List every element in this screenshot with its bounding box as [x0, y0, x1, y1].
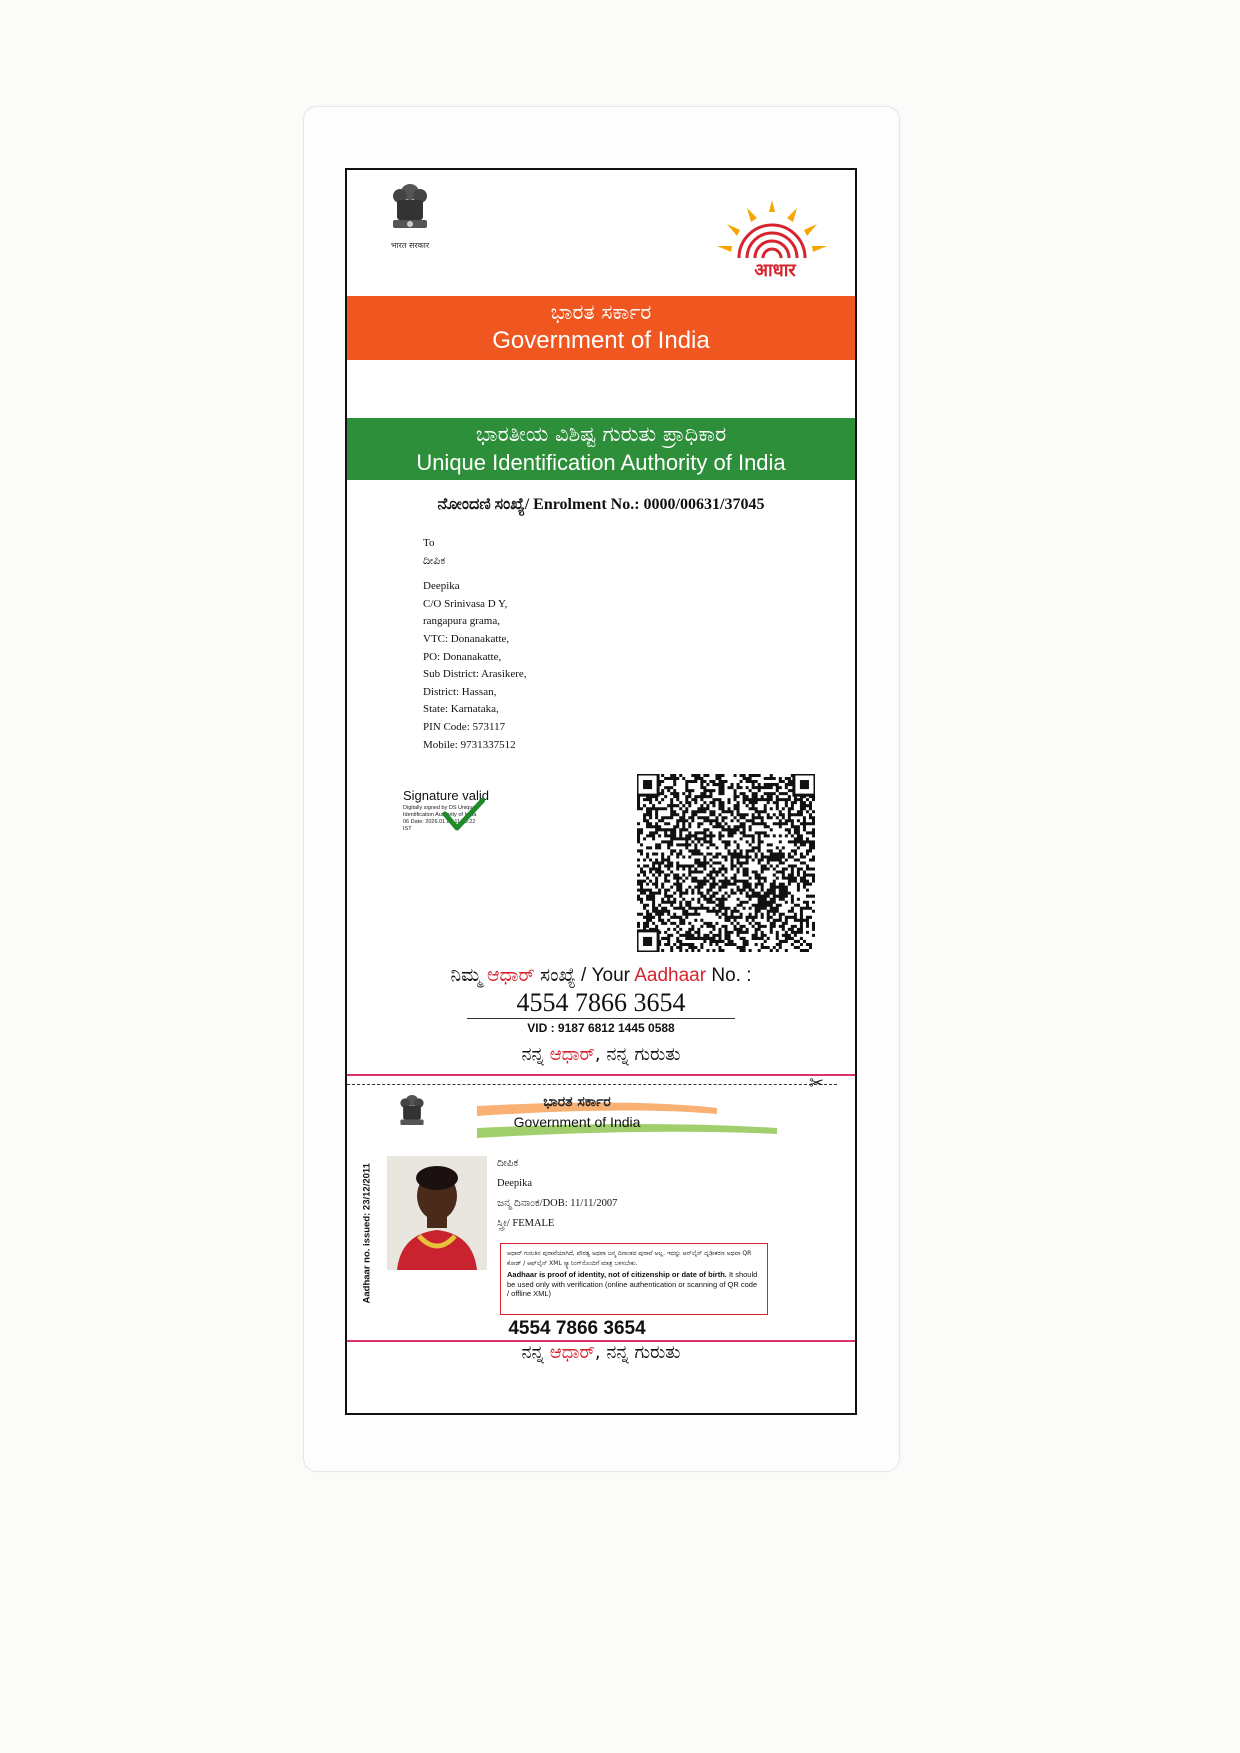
- address-line: Sub District: Arasikere,: [423, 668, 527, 681]
- address-line: PIN Code: 573117: [423, 720, 506, 733]
- signature-title: Signature valid: [403, 788, 489, 803]
- card-aadhaar-number: 4554 7866 3654: [508, 1318, 646, 1339]
- enrolment-label: ನೋಂದಣಿ ಸಂಖ್ಯೆ/ Enrolment No.:: [437, 496, 640, 513]
- to-label: To: [423, 537, 435, 549]
- emblem-caption: भारत सरकार: [390, 241, 430, 250]
- divider: [347, 1074, 855, 1076]
- card-motto: ನನ್ನ ಆಧಾರ್, ನನ್ನ ಗುರುತು: [521, 1342, 681, 1363]
- gov-english-title: Government of India: [492, 327, 710, 354]
- address-line: PO: Donanakatte,: [423, 650, 502, 663]
- cut-line: [347, 1084, 837, 1085]
- card-gov-english: Government of India: [513, 1114, 641, 1130]
- resident-photo: [387, 1156, 487, 1270]
- card-dob: ಜನ್ಮ ದಿನಾಂಕ/DOB: 11/11/2007: [497, 1198, 618, 1209]
- number-underline: [467, 1018, 735, 1019]
- notice-english: Aadhaar is proof of identity, not of citizenship or date of birth. It should be used only with verification (online authentication or scanning of QR code / offline XML): [507, 1270, 758, 1298]
- card-gov-native: ಭಾರತ ಸರ್ಕಾರ: [543, 1094, 611, 1110]
- enrolment-value: 0000/00631/37045: [643, 496, 765, 513]
- issued-date: Aadhaar no. issued: 23/12/2011: [361, 1163, 373, 1304]
- address-block: [423, 535, 683, 754]
- aadhaar-logo-text: आधार: [754, 260, 796, 280]
- card-details: [497, 1154, 697, 1234]
- signature-details: Digitally signed by DS Unique Identification Authority of India 06 Date: 2026.01.04 11:35:22 IST: [403, 805, 477, 832]
- scissors-icon: ✂: [809, 1073, 825, 1093]
- notice-native: ಆಧಾರ್ ಗುರುತಿನ ಪುರಾವೆಯಾಗಿದೆ, ಪೌರತ್ವ ಅಥವಾ ಜನ್ಮ ದಿನಾಂಕದ ಪುರಾವೆ ಅಲ್ಲ. ಇದನ್ನು ಆನ್‌ಲೈನ್ ದೃಢೀಕರಣ ಅಥವಾ QR ಕೋಡ್ / ಆಫ್‌ಲೈನ್ XML ಸ್ಕ್ಯಾನಿಂಗ್‌ನೊಂದಿಗೆ ಮಾತ್ರ ಬಳಸಬೇಕು.: [507, 1250, 752, 1267]
- aadhaar-letter: [345, 168, 857, 1415]
- enrolment-number: [347, 496, 855, 514]
- address-line: District: Hassan,: [423, 685, 497, 698]
- emblem-icon: [388, 182, 432, 236]
- address-line: C/O Srinivasa D Y,: [423, 597, 508, 610]
- uidai-banner: [347, 418, 855, 480]
- proof-notice: [500, 1243, 768, 1315]
- state-emblem: [375, 182, 445, 251]
- address-line: Mobile: 9731337512: [423, 738, 516, 751]
- address-line: rangapura grama,: [423, 615, 500, 628]
- emblem-icon: [397, 1092, 427, 1132]
- gov-native-title: ಭಾರತ ಸರ್ಕಾರ: [550, 300, 652, 324]
- motto: ನನ್ನ ಆಧಾರ್, ನನ್ನ ಗುರುತು: [521, 1044, 681, 1065]
- address-line: VTC: Donanakatte,: [423, 632, 510, 645]
- aadhaar-sun-logo-icon: [707, 200, 837, 280]
- government-banner: [347, 296, 855, 360]
- small-emblem: [397, 1092, 437, 1137]
- virtual-id: VID : 9187 6812 1445 0588: [527, 1021, 675, 1035]
- checkmark-icon: [441, 798, 485, 832]
- uidai-native-title: ಭಾರತೀಯ ವಿಶಿಷ್ಟ ಗುರುತು ಪ್ರಾಧಿಕಾರ: [475, 422, 727, 446]
- your-aadhaar-no-label: ನಿಮ್ಮ ಆಧಾರ್ ಸಂಖ್ಯೆ / Your Aadhaar No. :: [450, 964, 752, 986]
- aadhaar-logo: [707, 200, 837, 280]
- card-gender: ಸ್ತ್ರೀ/ FEMALE: [497, 1218, 555, 1229]
- digital-signature: [403, 788, 533, 833]
- qr-code: [637, 774, 815, 952]
- card-name: Deepika: [497, 1178, 532, 1189]
- name-native: ದೀಪಿಕ: [423, 554, 446, 567]
- resident-name: Deepika: [423, 580, 460, 593]
- uidai-english-title: Unique Identification Authority of India: [416, 450, 786, 475]
- address-line: State: Karnataka,: [423, 703, 499, 716]
- card-name-native: ದೀಪಿಕ: [497, 1158, 519, 1169]
- aadhaar-number: 4554 7866 3654: [516, 988, 686, 1017]
